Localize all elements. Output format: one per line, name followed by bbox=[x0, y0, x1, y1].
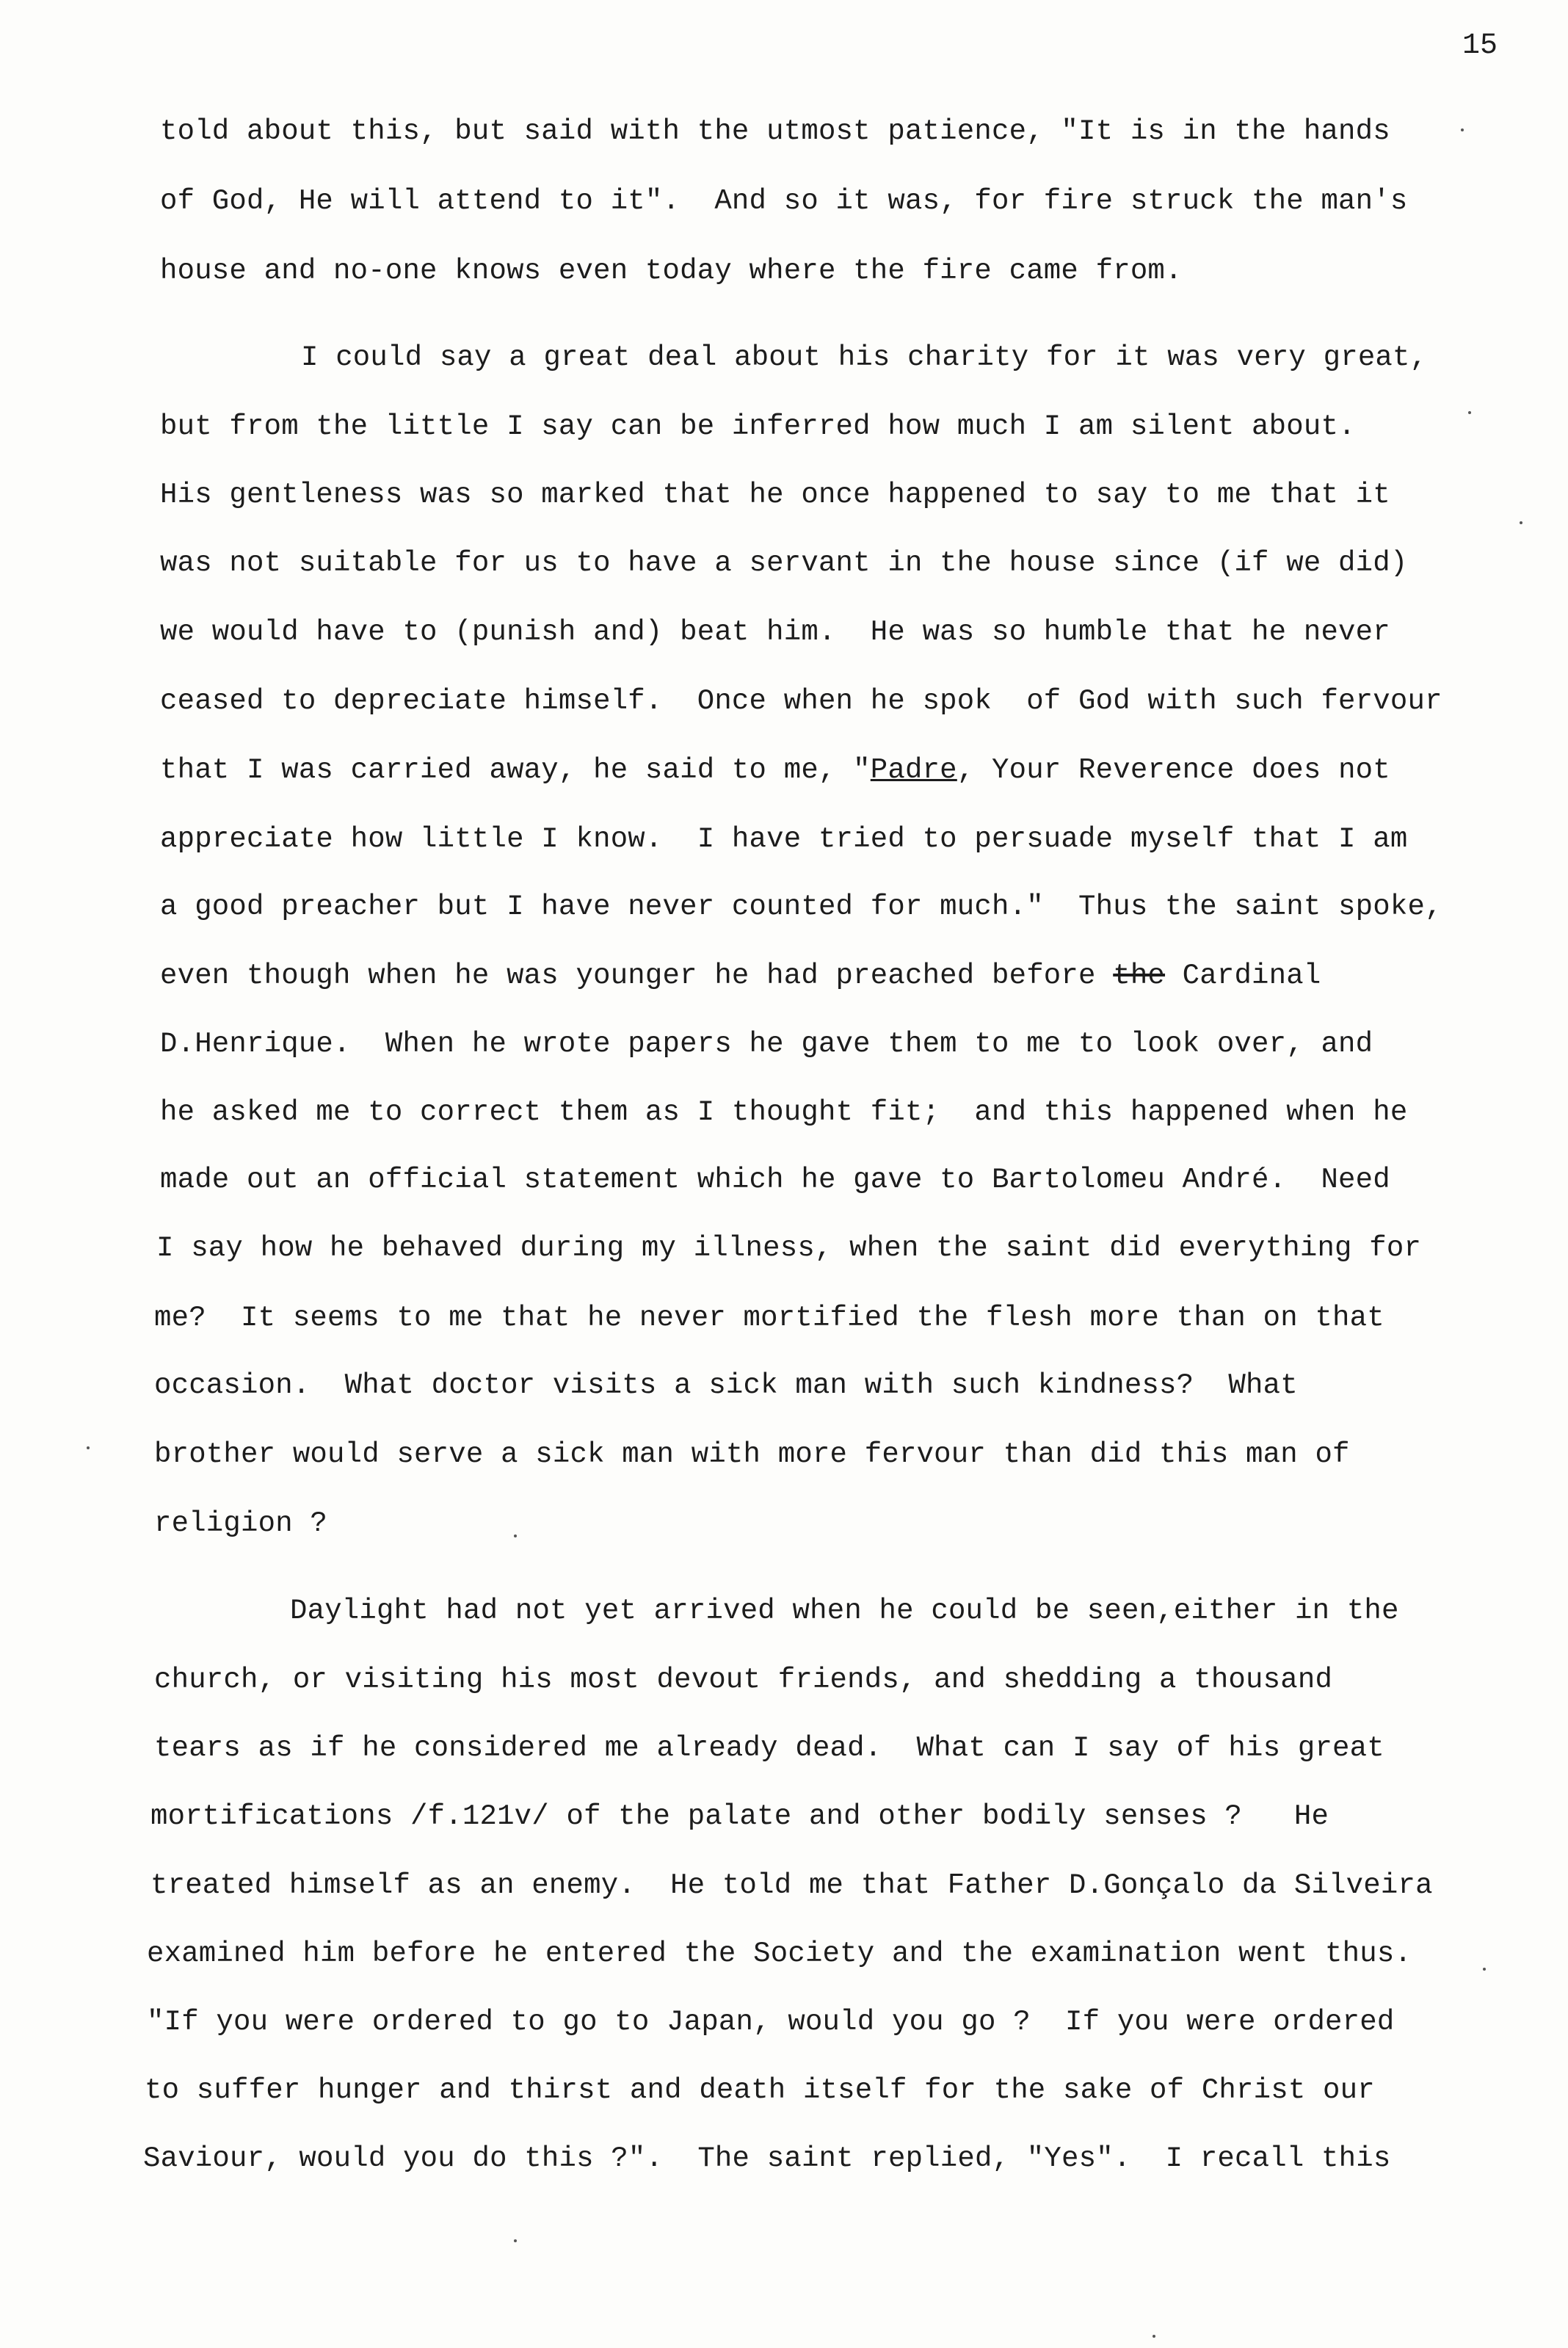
text-line bbox=[154, 1438, 1350, 1471]
text-segment: of God, He will attend to it". And so it was, for fire struck the man's bbox=[160, 185, 1408, 217]
text-padre: Padre bbox=[870, 754, 957, 786]
text-segment: His gentleness was so marked that he once happened to say to me that it bbox=[160, 479, 1390, 511]
text-segment: treated himself as an enemy. He told me that Father D.Gonçalo da Silveira bbox=[150, 1869, 1433, 1902]
scan-speck bbox=[514, 1534, 517, 1537]
text-segment: ceased to depreciate himself. Once when he spok of God with such fervour bbox=[160, 685, 1442, 717]
text-segment: he asked me to correct them as I thought fit; and this happened when he bbox=[160, 1096, 1408, 1128]
text-line bbox=[150, 1802, 1329, 1831]
scan-speck bbox=[1468, 411, 1471, 414]
text-line bbox=[147, 2008, 1394, 2037]
text-segment: but from the little I say can be inferred how much I am silent about. bbox=[160, 410, 1356, 443]
text-segment: told about this, but said with the utmost patience, "It is in the hands bbox=[160, 115, 1390, 148]
text-segment: religion ? bbox=[154, 1507, 328, 1540]
text-line bbox=[143, 2142, 1391, 2175]
text-segment: church, or visiting his most devout friends, and shedding a thousand bbox=[154, 1664, 1333, 1696]
scan-speck bbox=[87, 1446, 90, 1449]
text-segment: "If you were ordered to go to Japan, would you go ? If you were ordered bbox=[147, 2006, 1395, 2038]
text-strike: the bbox=[1113, 960, 1166, 992]
text-line bbox=[160, 549, 1407, 578]
text-segment: occasion. What doctor visits a sick man with such kindness? What bbox=[154, 1369, 1298, 1402]
text-line bbox=[156, 1234, 1421, 1263]
text-segment: to suffer hunger and thirst and death itself for the sake of Christ our bbox=[145, 2074, 1375, 2106]
scan-speck bbox=[1483, 1968, 1486, 1971]
text-line bbox=[154, 1304, 1384, 1333]
text-line bbox=[150, 1871, 1433, 1900]
text-line bbox=[147, 1940, 1412, 1968]
text-segment: brother would serve a sick man with more fervour than did this man of bbox=[154, 1438, 1350, 1471]
text-segment: Daylight had not yet arrived when he could be seen,either in the bbox=[290, 1595, 1399, 1627]
text-segment: I say how he behaved during my illness, when the saint did everything for bbox=[156, 1232, 1422, 1264]
text-segment: I could say a great deal about his charity for it was very great, bbox=[301, 341, 1428, 374]
text-segment: Cardinal bbox=[1165, 960, 1321, 992]
text-line bbox=[160, 410, 1356, 443]
text-line bbox=[301, 341, 1428, 374]
text-line bbox=[154, 1369, 1298, 1402]
text-segment: that I was carried away, he said to me, " bbox=[160, 754, 871, 786]
text-segment: mortifications /f.121v/ of the palate and other bodily senses ? He bbox=[150, 1800, 1329, 1833]
text-line bbox=[154, 1734, 1384, 1763]
text-segment: tears as if he considered me already dead. What can I say of his great bbox=[154, 1732, 1384, 1764]
scan-speck bbox=[514, 2239, 517, 2242]
text-segment: D.Henrique. When he wrote papers he gave them to me to look over, and bbox=[160, 1028, 1373, 1060]
text-segment: appreciate how little I know. I have tried to persuade myself that I am bbox=[160, 823, 1408, 855]
text-segment: was not suitable for us to have a servant in the house since (if we did) bbox=[160, 547, 1408, 579]
text-segment: house and no-one knows even today where the fire came from. bbox=[160, 255, 1183, 287]
text-line bbox=[154, 1507, 328, 1540]
text-line bbox=[160, 481, 1390, 510]
text-line bbox=[154, 1666, 1332, 1695]
text-line bbox=[160, 1098, 1407, 1127]
text-line bbox=[160, 687, 1442, 716]
text-line bbox=[160, 257, 1183, 286]
text-line bbox=[160, 187, 1407, 216]
text-line bbox=[160, 962, 1321, 990]
text-segment: even though when he was younger he had preached before bbox=[160, 960, 1114, 992]
text-line bbox=[145, 2076, 1375, 2105]
text-line bbox=[160, 117, 1390, 146]
text-segment: made out an official statement which he gave to Bartolomeu André. Need bbox=[160, 1164, 1390, 1196]
text-line bbox=[160, 618, 1390, 647]
text-segment: a good preacher but I have never counted for much." Thus the saint spoke, bbox=[160, 891, 1442, 923]
text-segment: examined him before he entered the Society and the examination went thus. bbox=[147, 1938, 1412, 1970]
text-line bbox=[160, 825, 1407, 854]
text-segment: , Your Reverence does not bbox=[957, 754, 1390, 786]
text-segment: we would have to (punish and) beat him. He was so humble that he never bbox=[160, 616, 1390, 648]
text-segment: me? It seems to me that he never mortified the flesh more than on that bbox=[154, 1302, 1384, 1334]
text-line bbox=[160, 756, 1390, 785]
text-segment: Saviour, would you do this ?". The saint replied, "Yes". I recall this bbox=[143, 2142, 1391, 2175]
scan-speck bbox=[1520, 521, 1522, 524]
scan-speck bbox=[1153, 2335, 1155, 2338]
text-line bbox=[290, 1597, 1399, 1626]
page-number: 15 bbox=[1462, 29, 1498, 62]
text-line bbox=[160, 1030, 1373, 1059]
text-line bbox=[160, 1166, 1390, 1195]
text-line bbox=[160, 893, 1442, 921]
scan-speck bbox=[1461, 128, 1464, 131]
